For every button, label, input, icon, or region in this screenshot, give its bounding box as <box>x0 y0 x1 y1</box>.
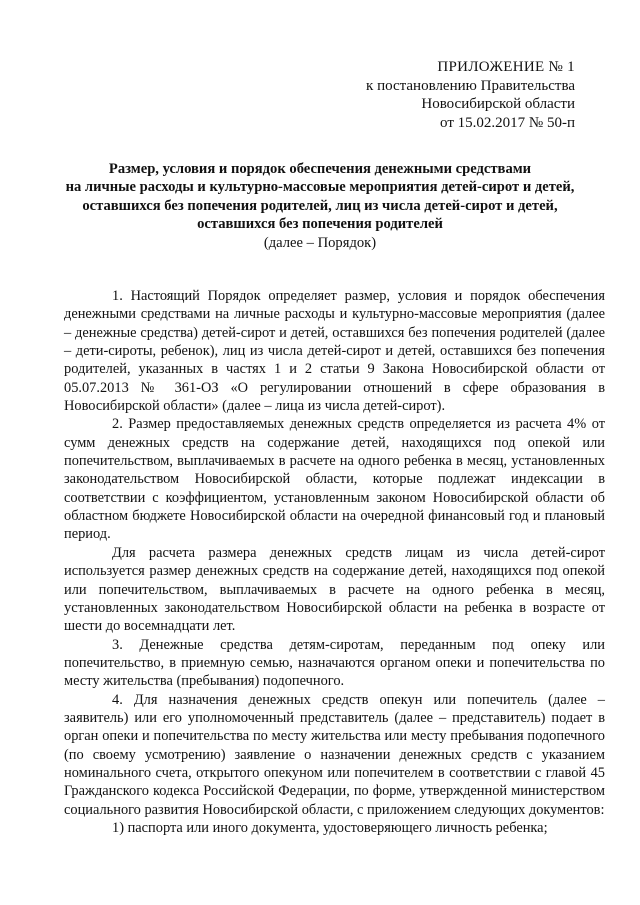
paragraph-2-continued: Для расчета размера денежных средств лицам из числа детей-сирот используется размер денежных средств на содержание детей, находящихся под опекой или попечительством, выплачиваемых в расчете на одного ребенка в месяц, установленных законодательством Новосибирской области на ребенка в возрасте от шести до восемнадцати лет. <box>64 544 605 635</box>
appendix-header <box>366 58 575 132</box>
appendix-reference-line-1: к постановлению Правительства <box>366 77 575 94</box>
title-subtitle: (далее – Порядок) <box>263 234 377 251</box>
appendix-reference-line-2: Новосибирской области <box>421 96 575 112</box>
paragraph-3: 3. Денежные средства детям-сиротам, переданным под опеку или попечительство, в приемную семью, назначаются органом опеки и попечительства по месту жительства (пребывания) подопечного. <box>64 636 605 690</box>
title-line-3: оставшихся без попечения родителей, лиц из числа детей-сирот и детей, <box>82 197 558 214</box>
document-title <box>60 160 580 252</box>
paragraph-2: 2. Размер предоставляемых денежных средств определяется из расчета 4% от сумм денежных средств на содержание детей, находящихся под опекой или попечительством, выплачиваемых в расчете на одного ребенка в месяц, установленных законодательством Новосибирской области, которые подлежат индексации в соответствии с коэффициентом, установленным законом Новосибирской области об областном бюджете Новосибирской области на очередной финансовый год и плановый период. <box>64 416 605 543</box>
title-line-2: на личные расходы и культурно-массовые мероприятия детей-сирот и детей, <box>65 179 575 196</box>
appendix-title: ПРИЛОЖЕНИЕ № 1 <box>437 59 575 75</box>
paragraph-4: 4. Для назначения денежных средств опекун или попечитель (далее – заявитель) или его уполномоченный представитель (далее – представитель) подает в орган опеки и попечительства по месту жительства или месту пребывания подопечного (по своему усмотрению) заявление о назначении денежных средств с указанием номинального счета, открытого опекуном или попечителем в соответствии с главой 45 Гражданского кодекса Российской Федерации, по форме, утвержденной министерством социального развития Новосибирской области, с приложением следующих документов: <box>64 691 605 818</box>
list-item-1: 1) паспорта или иного документа, удостоверяющего личность ребенка; <box>112 819 548 836</box>
title-line-1: Размер, условия и порядок обеспечения денежными средствами <box>108 161 532 177</box>
appendix-reference-line-3: от 15.02.2017 № 50-п <box>440 114 575 131</box>
title-line-4: оставшихся без попечения родителей <box>197 216 443 233</box>
document-body <box>64 287 605 837</box>
paragraph-1: 1. Настоящий Порядок определяет размер, условия и порядок обеспечения денежными средствами на личные расходы и культурно-массовые мероприятия (далее – денежные средства) детей-сирот и детей, оставшихся без попечения родителей (далее – дети-сироты, ребенок), лиц из числа детей-сирот и детей, оставшихся без попечения родителей, указанных в частях 1 и 2 статьи 9 Закона Новосибирской области от 05.07.2013 № 361-ОЗ «О регулировании отношений в сфере образования в Новосибирской области» (далее – лица из числа детей-сирот). <box>64 288 605 415</box>
